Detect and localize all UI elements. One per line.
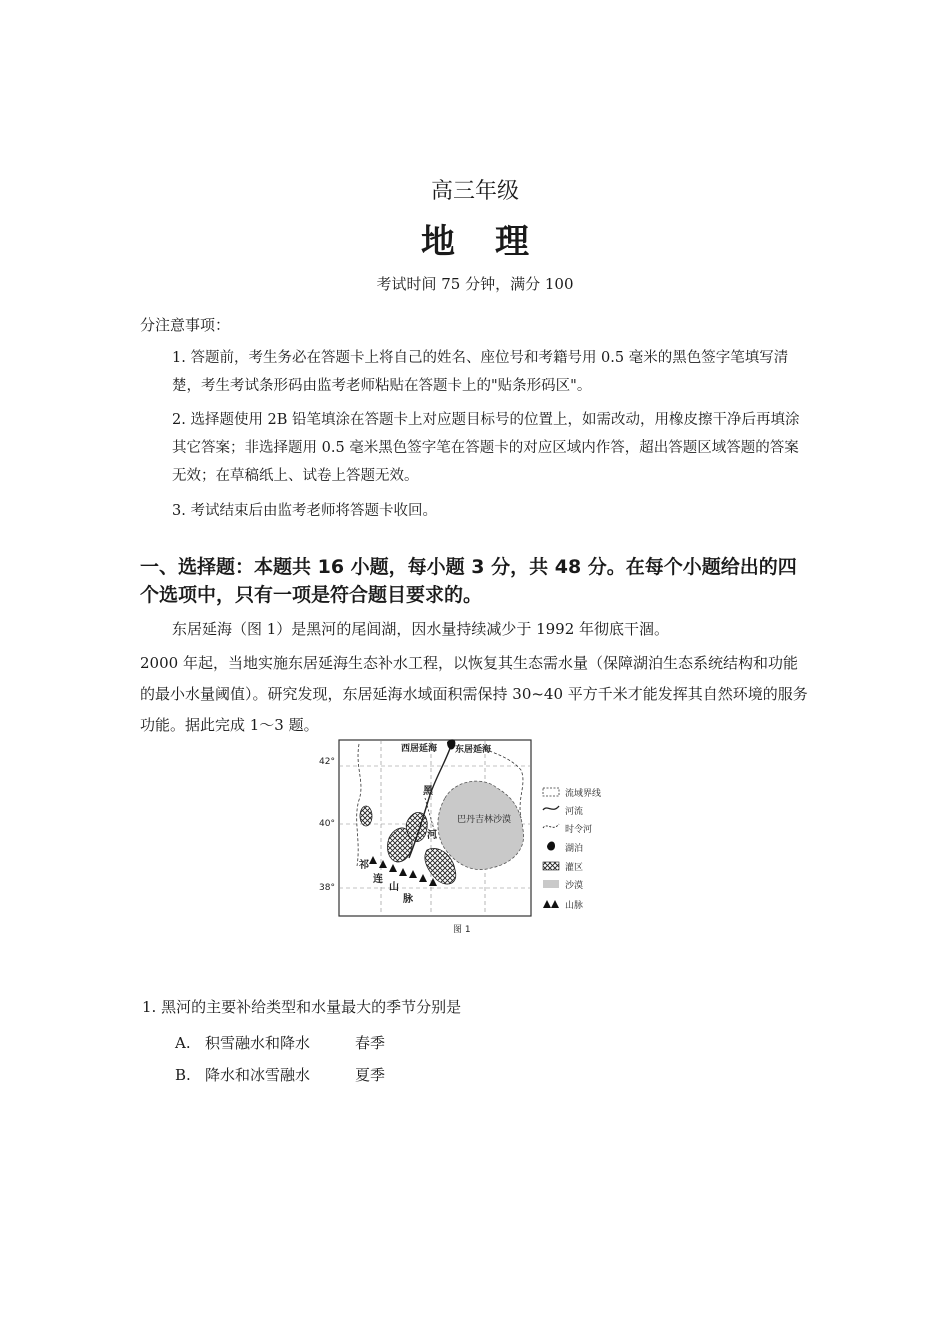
- legend-mountain: 山脉: [565, 901, 584, 911]
- option-a[interactable]: [175, 1032, 385, 1053]
- option-b-text: 降水和冰雪融水: [205, 1066, 311, 1084]
- exam-info: 考试时间 75 分钟，满分 100: [376, 275, 574, 293]
- option-a-season: 春季: [355, 1034, 386, 1052]
- label-mountain-4: 脉: [403, 894, 413, 905]
- map-figure: [315, 738, 635, 938]
- legend-seasonal-river: 时令河: [565, 825, 593, 835]
- notice-item-3: 3. 考试结束后由监考老师将答题卡收回。: [172, 503, 437, 519]
- legend-desert: 沙漠: [565, 881, 584, 891]
- legend-boundary: 流域界线: [565, 789, 602, 799]
- notice-title: 分注意事项：: [140, 316, 231, 334]
- notice-item-1: 1. 答题前，考生务必在答题卡上将自己的姓名、座位号和考籍号用 0.5 毫米的黑色签字笔填写清楚，考生考试条形码由监考老师粘贴在答题卡上的"贴条形码区"。: [172, 350, 789, 394]
- passage-body: 2000 年起，当地实施东居延海生态补水工程，以恢复其生态需水量（保障湖泊生态系统结构和功能的最小水量阈值）。研究发现，东居延海水域面积需保持 30~40 平方千米才能发挥其自然环境的服务功能。据此完成 1～3 题。: [140, 654, 808, 734]
- option-b-letter: B.: [175, 1066, 191, 1084]
- label-river-1: 黑: [423, 786, 433, 797]
- option-b[interactable]: [175, 1064, 385, 1085]
- legend-lake: 湖泊: [565, 844, 584, 854]
- label-mountain-3: 山: [389, 882, 399, 893]
- label-river-2: 河: [427, 830, 437, 841]
- lat-label-42: 42°: [319, 757, 335, 767]
- label-west-lake: 西居延海: [401, 744, 438, 754]
- label-mountain-1: 祁: [359, 860, 369, 871]
- legend-irrigation: 灌区: [565, 863, 584, 873]
- label-east-lake: 东居延海: [455, 745, 492, 755]
- label-mountain-2: 连: [373, 874, 383, 885]
- grade-title: 高三年级: [430, 179, 519, 204]
- option-b-season: 夏季: [355, 1066, 386, 1084]
- passage-line-1: 东居延海（图 1）是黑河的尾闾湖，因水量持续减少于 1992 年彻底干涸。: [172, 620, 670, 638]
- question-1-stem: 1. 黑河的主要补给类型和水量最大的季节分别是: [142, 998, 462, 1016]
- label-desert: 巴丹吉林沙漠: [457, 815, 512, 825]
- legend-river: 河流: [565, 807, 584, 817]
- lat-label-38: 38°: [319, 883, 335, 893]
- subject-title: 地理: [421, 222, 569, 262]
- lat-label-40: 40°: [319, 819, 335, 829]
- map-legend: [543, 787, 601, 911]
- notice-item-2: 2. 选择题使用 2B 铅笔填涂在答题卡上对应题目标号的位置上，如需改动，用橡皮擦干净后再填涂其它答案；非选择题用 0.5 毫米黑色签字笔在答题卡的对应区域内作答，超出答题区域答题的答案无效；在草稿纸上、试卷上答题无效。: [172, 412, 800, 484]
- option-a-text: 积雪融水和降水: [205, 1034, 311, 1052]
- section-heading: 一、选择题：本题共 16 小题，每小题 3 分，共 48 分。在每个小题给出的四个选项中，只有一项是符合题目要求的。: [140, 556, 797, 606]
- option-a-letter: A.: [175, 1034, 191, 1052]
- figure-caption: 图 1: [453, 925, 471, 935]
